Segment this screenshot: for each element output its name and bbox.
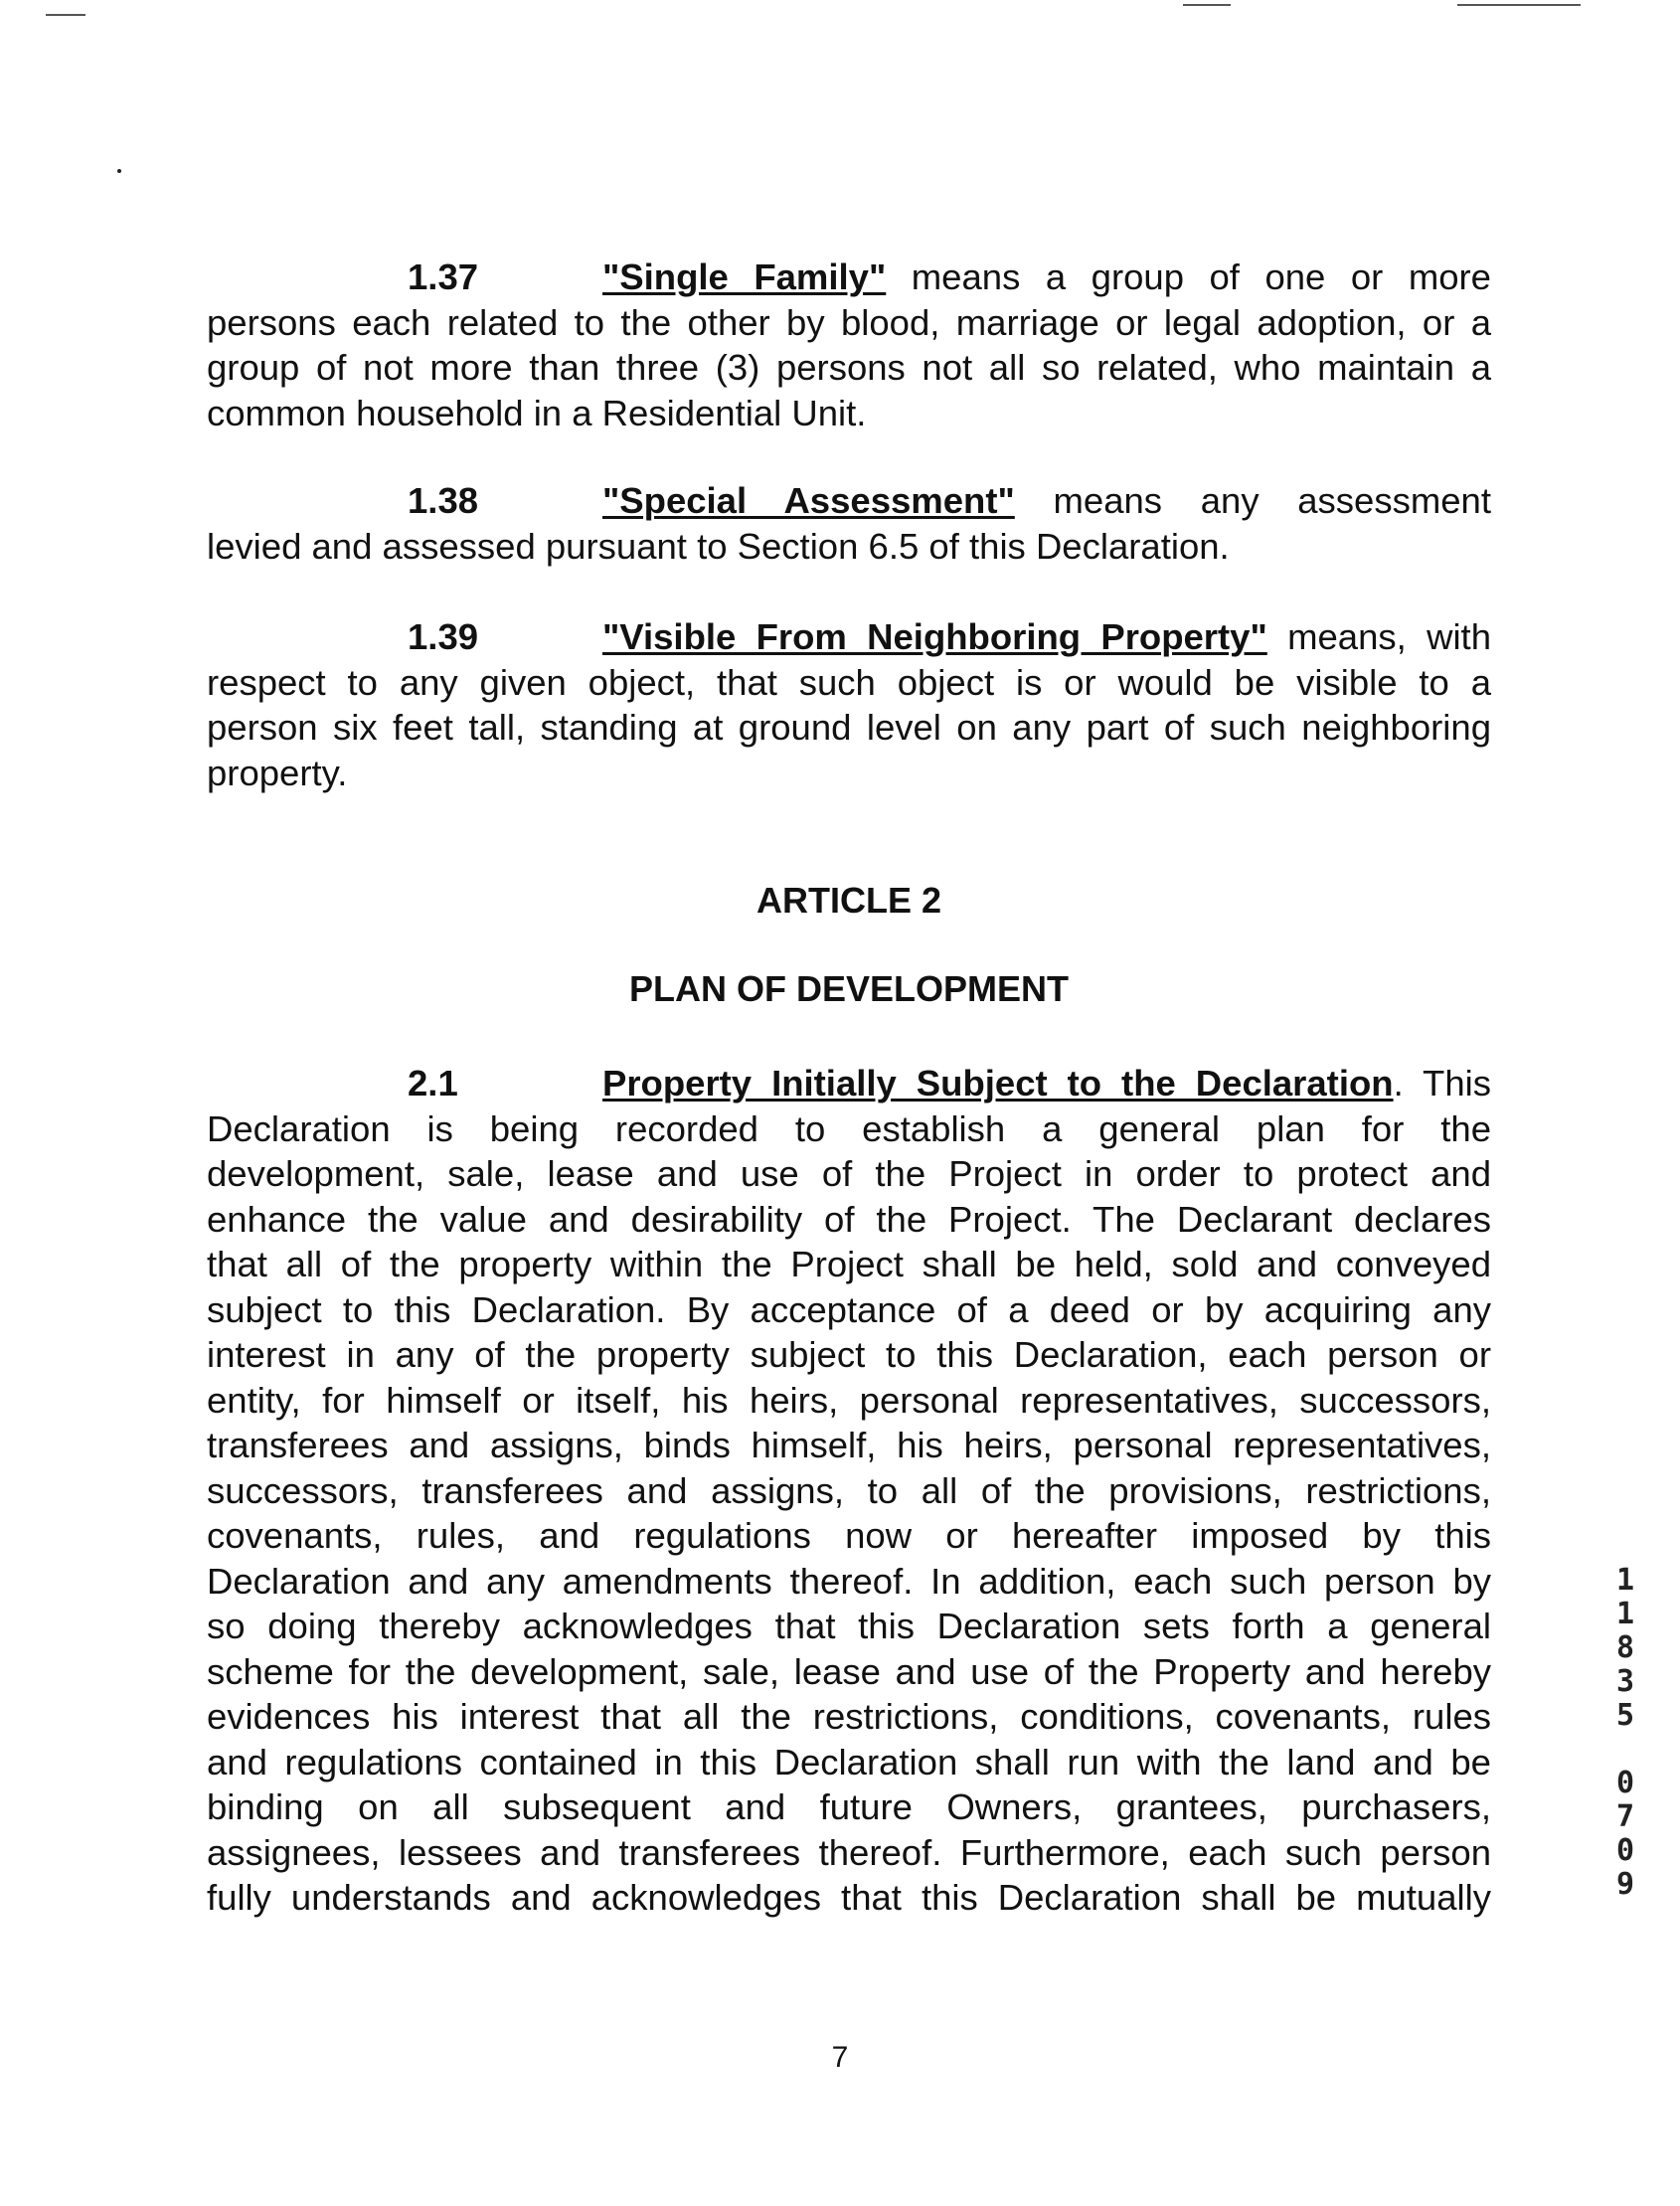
text-line: levied and assessed pursuant to Section 6.5 of this Declaration. [207, 525, 1230, 567]
article-title: ARTICLE 2 [756, 880, 941, 921]
stamp-digit: 5 [1615, 1698, 1635, 1733]
text-line: evidences his interest that all the restrictions, conditions, covenants, rules [207, 1696, 1491, 1737]
stamp-digit: 7 [1615, 1799, 1635, 1834]
text-line: person six feet tall, standing at ground level on any part of such neighboring [207, 707, 1491, 748]
text-line: development, sale, lease and use of the Project in order to protect and [207, 1153, 1491, 1194]
text-line: subject to this Declaration. By acceptance of a deed or by acquiring any [207, 1288, 1491, 1330]
scan-mark-top-right [1457, 4, 1581, 6]
text-line: enhance the value and desirability of the Project. The Declarant declares [207, 1198, 1491, 1240]
margin-stamp [1608, 1564, 1642, 1902]
stamp-digit: 9 [1615, 1867, 1635, 1902]
section-number: 1.37 [408, 256, 479, 297]
scan-mark-top-left [46, 14, 85, 16]
scan-speck [117, 169, 121, 173]
text-line: scheme for the development, sale, lease and use of the Property and hereby [207, 1650, 1491, 1692]
stamp-digit: 1 [1615, 1597, 1635, 1631]
text-line: Declaration is being recorded to establish a general plan for the [207, 1107, 1491, 1149]
text-line: fully understands and acknowledges that this Declaration shall be mutually [207, 1877, 1491, 1918]
defined-term: "Single Family" [602, 256, 887, 297]
text-line: assignees, lessees and transferees thereof. Furthermore, each such person [207, 1831, 1491, 1873]
text-line: interest in any of the property subject to this Declaration, each person or [207, 1334, 1491, 1375]
section-1-37: 1.37 "Single Family" means a group of one or more persons each related to the other by blood, marriage or legal adoption, or a group of not more than three (3) persons not all so related, who maintain a common household in a Residential Unit. [207, 255, 1491, 435]
text-line: transferees and assigns, binds himself, his heirs, personal representatives, [207, 1425, 1491, 1465]
section-1-39: 1.39 "Visible From Neighboring Property" means, with respect to any given object, that such object is or would be visible to a person six feet tall, standing at ground level on any part of such neighboring property. [207, 614, 1491, 795]
section-number: 2.1 [408, 1063, 458, 1103]
text-line: common household in a Residential Unit. [207, 392, 867, 433]
stamp-digit: 0 [1615, 1766, 1635, 1800]
page-number: 7 [831, 2041, 849, 2074]
text-line: Declaration and any amendments thereof. In addition, each such person by [207, 1560, 1491, 1602]
section-heading: Property Initially Subject to the Declaration [602, 1063, 1394, 1103]
text-line: so doing thereby acknowledges that this Declaration sets forth a general [207, 1606, 1491, 1646]
section-1-38: 1.38 "Special Assessment" means any assessment levied and assessed pursuant to Section 6.5 of this Declaration. [207, 478, 1491, 569]
defined-term: "Special Assessment" [602, 480, 1015, 521]
section-number: 1.38 [408, 480, 479, 521]
defined-term: "Visible From Neighboring Property" [602, 616, 1267, 657]
text-line: that all of the property within the Project shall be held, sold and conveyed [207, 1244, 1491, 1284]
text-line: group of not more than three (3) persons not all so related, who maintain a [207, 347, 1491, 388]
stamp-digit: 3 [1615, 1664, 1635, 1699]
section-number: 1.39 [408, 616, 479, 657]
text-line: property. [207, 752, 348, 793]
text-line: covenants, rules, and regulations now or hereafter imposed by this [207, 1515, 1491, 1556]
text-line: entity, for himself or itself, his heirs, personal representatives, successors, [207, 1379, 1491, 1421]
text-line: successors, transferees and assigns, to all of the provisions, restrictions, [207, 1469, 1491, 1511]
text-line: persons each related to the other by blood, marriage or legal adoption, or a [207, 301, 1491, 343]
article-subtitle: PLAN OF DEVELOPMENT [628, 968, 1070, 1009]
text-line: and regulations contained in this Declaration shall run with the land and be [207, 1741, 1491, 1782]
scan-mark-top-center [1183, 4, 1231, 6]
section-2-1: 2.1 Property Initially Subject to the Declaration. This Declaration is being recorded to establish a general plan for the development, sale, lease and use of the Project in order to protect and enhance the value and desirability of the Project. The Declarant declares that all of the property within the Project shall be held, sold and conveyed subject to this Declaration. By acceptance of a deed or by acquiring any interest in any of the property subject to this Declaration, each person or entity, for himself or itself, his heirs, personal representatives, successors, transferees and assigns, binds himself, his heirs, personal representatives, successors, transferees and assigns, to all of the provisions, restrictions, covenants, rules, and regulations now or hereafter imposed by this Declaration and any amendments thereof. In addition, each such person by so doing thereby acknowledges that this Declaration sets forth a general scheme for the development, sale, lease and use of the Property and hereby evidences his interest that all the restrictions, conditions, covenants, rules and regulations contained in this Declaration shall run with the land and be binding on all subsequent and future Owners, grantees, purchasers, assignees, lessees and transferees thereof. Furthermore, each such person fully understands and acknowledges that this Declaration shall be mutually [207, 1061, 1491, 1921]
stamp-digit: 1 [1615, 1563, 1635, 1598]
text-line: respect to any given object, that such object is or would be visible to a [207, 661, 1491, 703]
text-line: binding on all subsequent and future Owners, grantees, purchasers, [207, 1786, 1491, 1827]
stamp-digit: 8 [1615, 1630, 1635, 1665]
stamp-digit: 0 [1615, 1833, 1635, 1868]
